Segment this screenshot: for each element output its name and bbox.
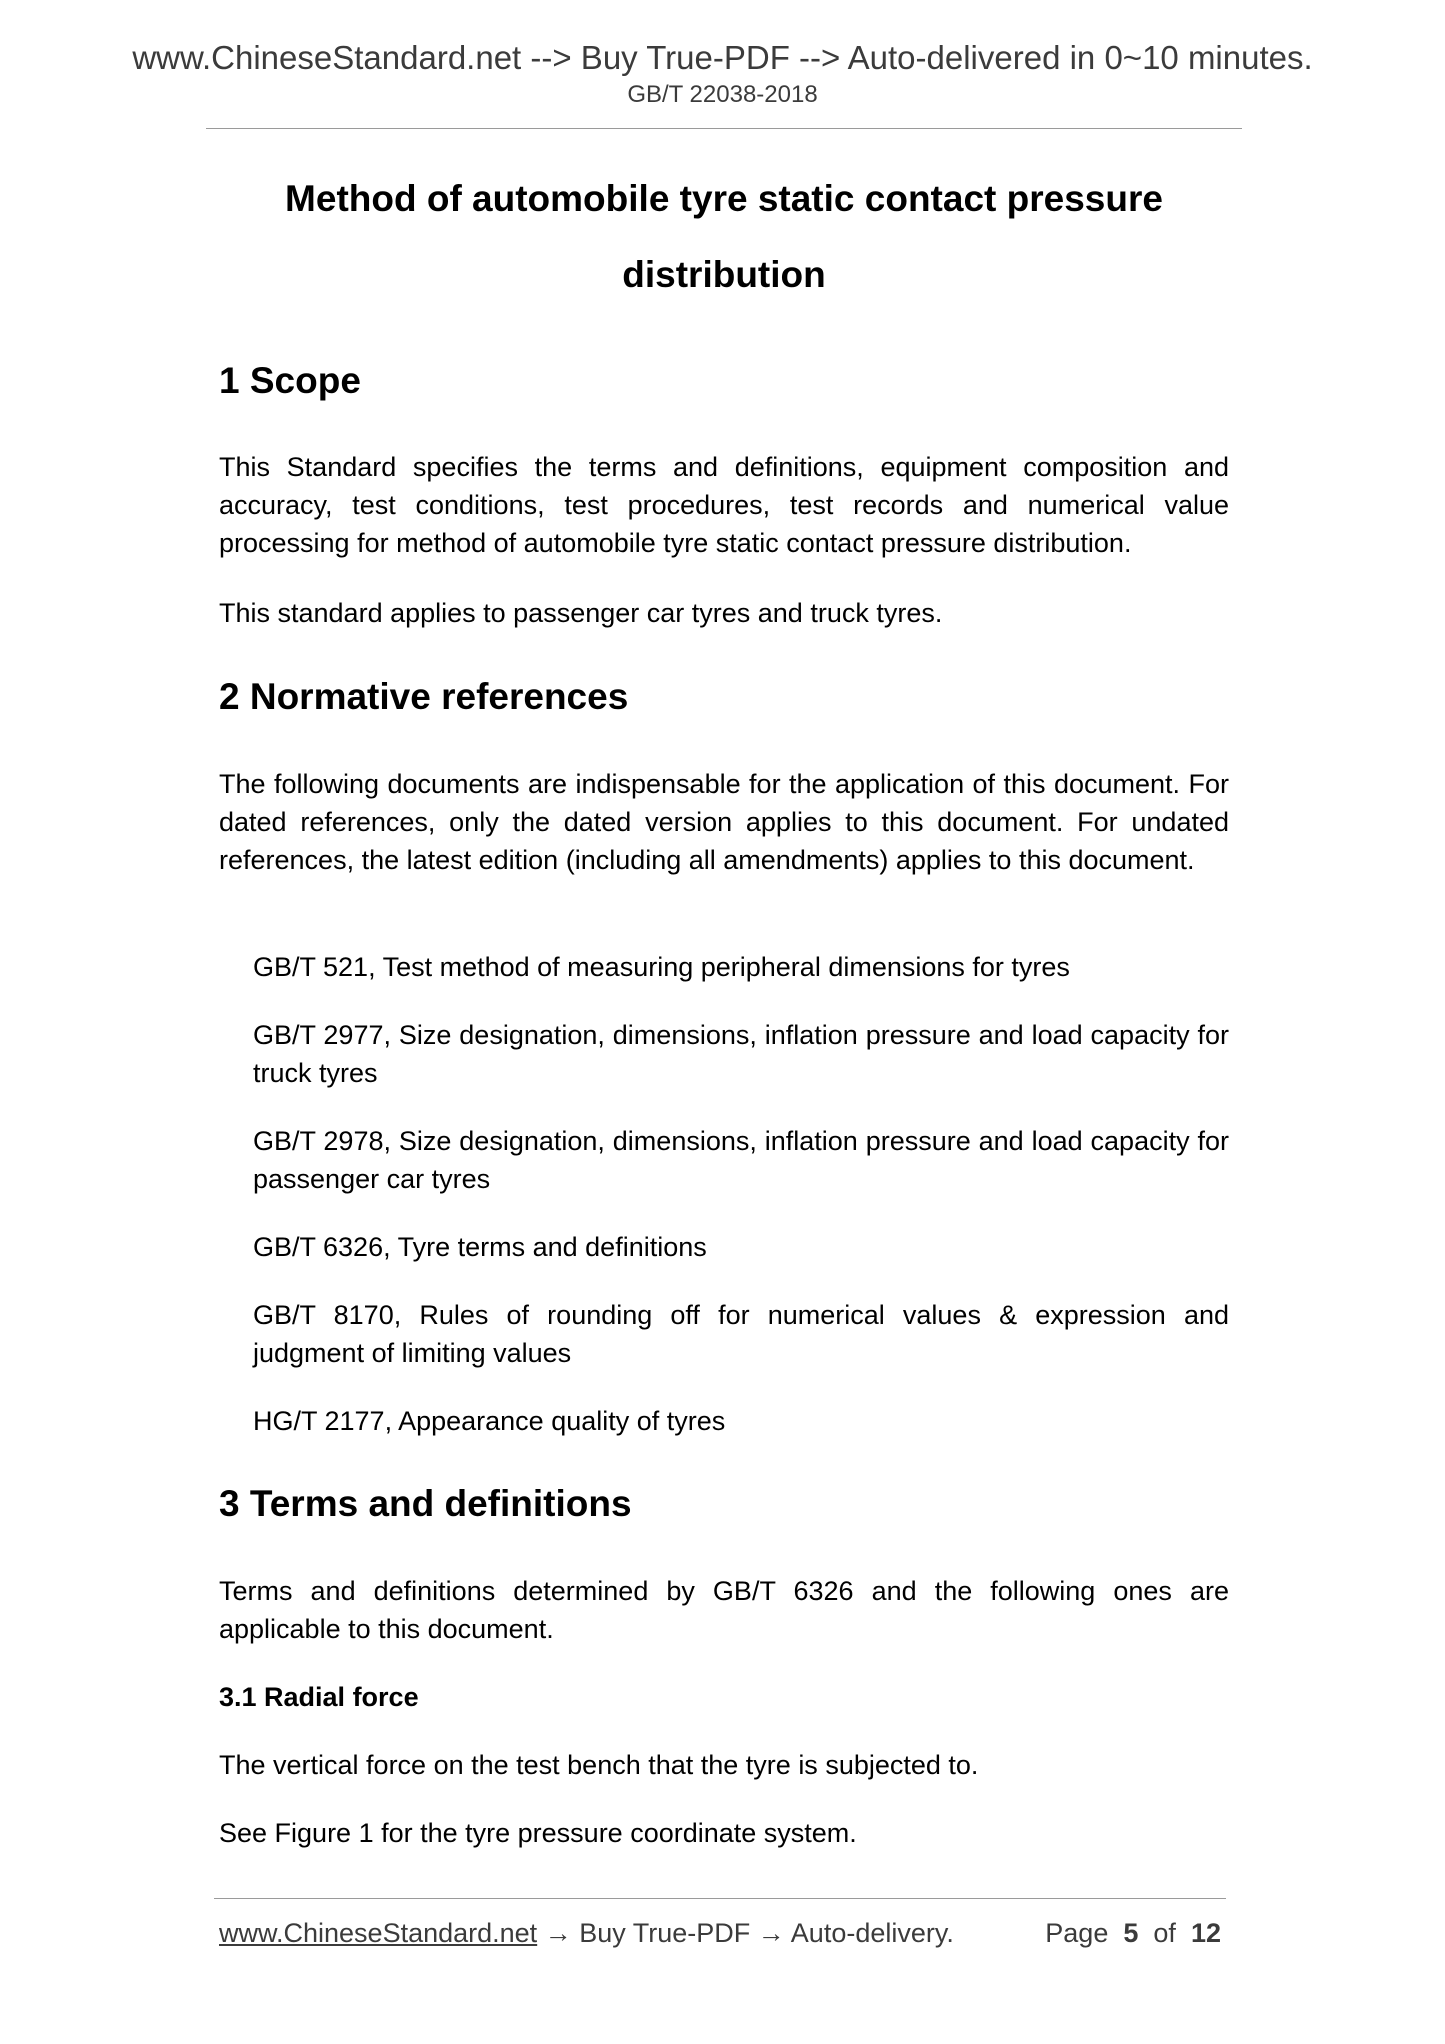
current-page-number: 5 (1123, 1918, 1139, 1948)
header-divider (206, 128, 1242, 129)
footer-site-link[interactable]: www.ChineseStandard.net (219, 1918, 538, 1948)
document-title-line1: Method of automobile tyre static contact pressure (285, 178, 1163, 219)
scope-paragraph-2: This standard applies to passenger car tyres and truck tyres. (219, 598, 943, 628)
arrow-right-icon: → (544, 1918, 572, 1948)
reference-item: GB/T 2977, Size designation, dimensions, inflation pressure and load capacity for truck tyres (253, 1020, 1229, 1088)
standard-number: GB/T 22038-2018 (627, 81, 818, 108)
radial-force-definition: The vertical force on the test bench that the tyre is subjected to. (219, 1750, 979, 1780)
header-banner: www.ChineseStandard.net --> Buy True-PDF --> Auto-delivered in 0~10 minutes. (132, 39, 1313, 76)
figure-reference-paragraph: See Figure 1 for the tyre pressure coordinate system. (219, 1818, 857, 1848)
footer-delivery-text: Auto-delivery. (790, 1918, 954, 1948)
footer-buy-text: Buy True-PDF (579, 1918, 751, 1948)
arrow-right-icon: → (757, 1918, 785, 1948)
page-label: Page (1045, 1918, 1109, 1948)
of-label: of (1153, 1918, 1176, 1948)
reference-item: GB/T 2978, Size designation, dimensions, inflation pressure and load capacity for passenger car tyres (253, 1126, 1229, 1194)
reference-item: GB/T 521, Test method of measuring peripheral dimensions for tyres (253, 952, 1070, 982)
footer-divider (214, 1898, 1226, 1899)
total-pages-number: 12 (1190, 1918, 1221, 1948)
document-title-line2: distribution (622, 254, 826, 295)
subsection-heading-radial-force: 3.1 Radial force (219, 1682, 419, 1712)
terms-intro-paragraph: Terms and definitions determined by GB/T 6326 and the following ones are applicable to this document. (219, 1576, 1229, 1644)
reference-item: GB/T 6326, Tyre terms and definitions (253, 1232, 707, 1262)
page-indicator (1045, 1915, 1221, 1951)
reference-item: HG/T 2177, Appearance quality of tyres (253, 1406, 726, 1436)
section-heading-normative-references: 2 Normative references (219, 676, 629, 717)
section-heading-scope: 1 Scope (219, 360, 361, 401)
scope-paragraph-1: This Standard specifies the terms and definitions, equipment composition and accuracy, test conditions, test procedures, test records and numerical value processing for method of automobile tyre static contact pressure distribution. (219, 452, 1229, 558)
reference-item: GB/T 8170, Rules of rounding off for numerical values & expression and judgment of limiting values (253, 1300, 1229, 1368)
footer-promo (219, 1915, 954, 1951)
normative-intro-paragraph: The following documents are indispensable for the application of this document. For dated references, only the dated version applies to this document. For undated references, the latest edition (including all amendments) applies to this document. (219, 769, 1229, 875)
section-heading-terms-definitions: 3 Terms and definitions (219, 1483, 632, 1524)
